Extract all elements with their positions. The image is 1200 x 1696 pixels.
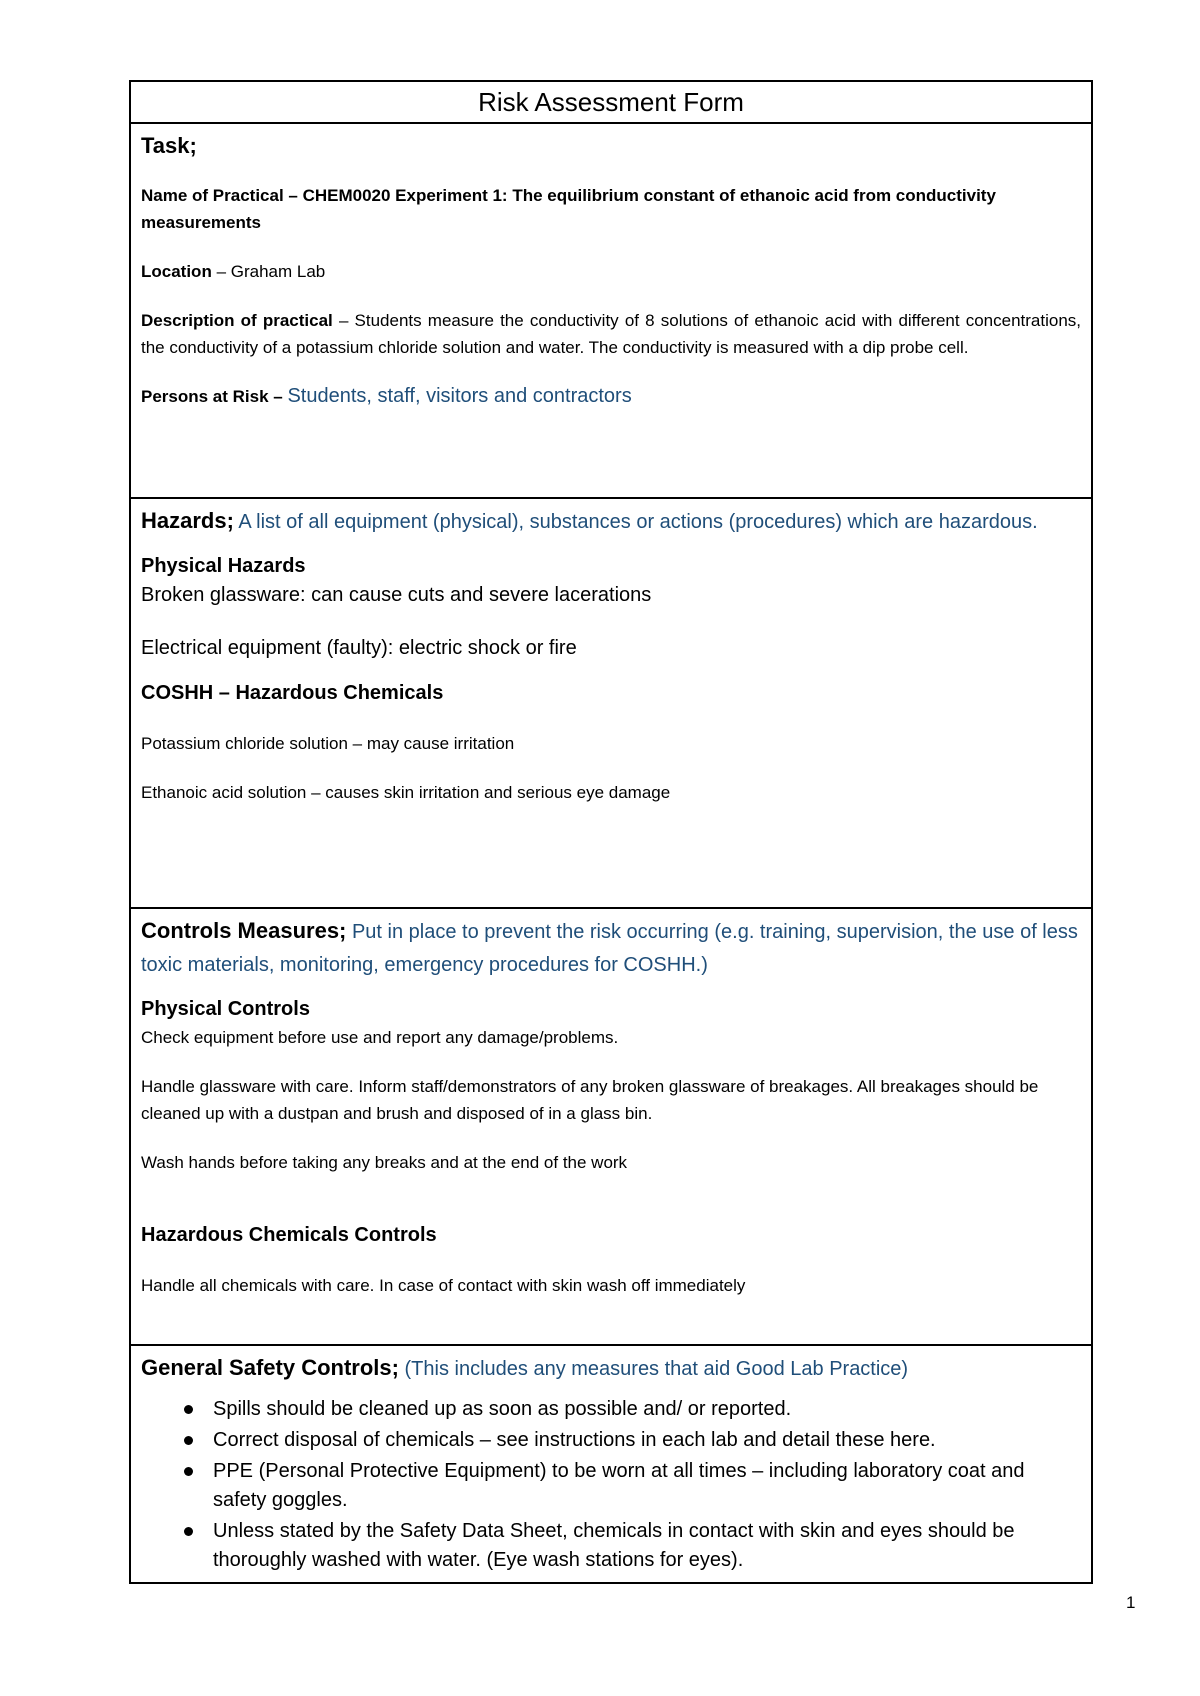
coshh-title: COSHH – Hazardous Chemicals [141, 682, 444, 704]
general-safety-section [131, 1346, 1091, 1582]
task-heading: Task; [141, 133, 197, 158]
general-safety-heading: General Safety Controls; (This includes any measures that aid Good Lab Practice) [141, 1355, 909, 1380]
hazards-section [131, 499, 1091, 909]
chemical-control-item: Handle all chemicals with care. In case of contact with skin wash off immediately [141, 1276, 746, 1295]
location-value: – Graham Lab [211, 262, 326, 281]
hazards-heading-note: A list of all equipment (physical), substances or actions (procedures) which are hazardous. [233, 511, 1038, 533]
list-item: Correct disposal of chemicals – see instructions in each lab and detail these here. [141, 1426, 1081, 1455]
risk-assessment-form [129, 80, 1093, 1584]
bullet-icon [184, 1467, 193, 1476]
list-item: Unless stated by the Safety Data Sheet, chemicals in contact with skin and eyes should be thoroughly washed with water. (Eye wash stations for eyes). [141, 1517, 1081, 1575]
list-item: PPE (Personal Protective Equipment) to be worn at all times – including laboratory coat and safety goggles. [141, 1457, 1081, 1515]
task-section [131, 124, 1091, 499]
chemical-hazard-item: Ethanoic acid solution – causes skin irritation and serious eye damage [141, 783, 671, 802]
general-safety-heading-note: (This includes any measures that aid Good Lab Practice) [398, 1358, 909, 1380]
chemical-controls-title: Hazardous Chemicals Controls [141, 1224, 437, 1246]
description-label: Description of practical [141, 311, 333, 330]
general-safety-list [141, 1395, 1081, 1575]
physical-hazards-title: Physical Hazards [141, 555, 306, 577]
hazards-heading: Hazards; A list of all equipment (physical), substances or actions (procedures) which are hazardous. [141, 508, 1038, 533]
physical-hazard-item: Broken glassware: can cause cuts and severe lacerations [141, 584, 652, 606]
physical-hazard-item: Electrical equipment (faulty): electric shock or fire [141, 637, 577, 659]
persons-at-risk [141, 383, 1081, 410]
persons-label: Persons at Risk – [141, 387, 288, 406]
physical-control-item: Check equipment before use and report any damage/problems. [141, 1028, 619, 1047]
practical-description [141, 307, 1081, 361]
list-item: Spills should be cleaned up as soon as possible and/ or reported. [141, 1395, 1081, 1424]
bullet-icon [184, 1436, 193, 1445]
location-label: Location [141, 262, 212, 281]
physical-control-item: Wash hands before taking any breaks and at the end of the work [141, 1153, 628, 1172]
chemical-hazard-item: Potassium chloride solution – may cause irritation [141, 734, 515, 753]
bullet-icon [184, 1527, 193, 1536]
controls-heading-note: Put in place to prevent the risk occurring (e.g. training, supervision, the use of less toxic materials, monitoring, emergency procedures for COSHH.) [141, 921, 1078, 976]
description-value: – Students measure the conductivity of 8 solutions of ethanoic acid with different concentrations, the conductivity of a potassium chloride solution and water. The conductivity is measured with a dip probe cell. [141, 311, 1082, 357]
controls-heading: Controls Measures; Put in place to prevent the risk occurring (e.g. training, supervision, the use of less toxic materials, monitoring, emergency procedures for COSHH.) [141, 918, 1078, 976]
physical-controls-title: Physical Controls [141, 998, 310, 1020]
location [141, 258, 1081, 285]
form-title: Risk Assessment Form [131, 82, 1091, 124]
practical-name: Name of Practical – CHEM0020 Experiment 1: The equilibrium constant of ethanoic acid from conductivity measurements [141, 186, 996, 232]
persons-value: Students, staff, visitors and contractors [287, 385, 632, 407]
page-number: 1 [1126, 1593, 1136, 1612]
bullet-icon [184, 1405, 193, 1414]
physical-control-item: Handle glassware with care. Inform staff/demonstrators of any broken glassware of breakages. All breakages should be cleaned up with a dustpan and brush and disposed of in a glass bin. [141, 1077, 1039, 1123]
controls-section [131, 909, 1091, 1346]
